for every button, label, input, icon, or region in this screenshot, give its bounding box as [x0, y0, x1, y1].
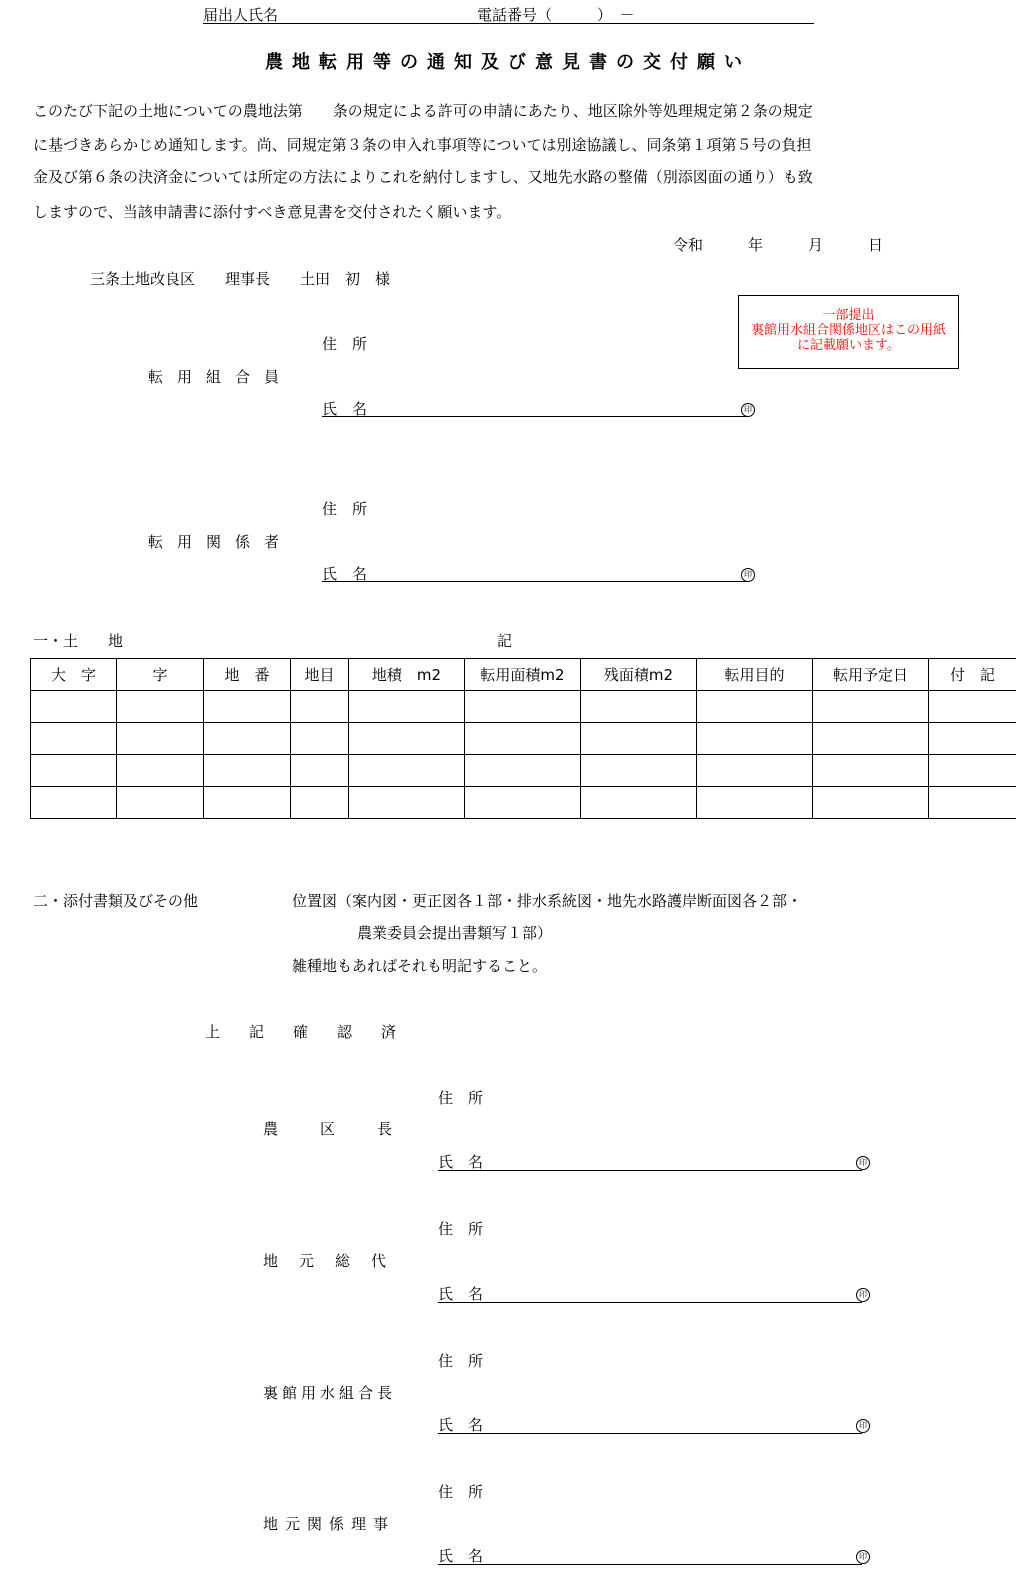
table-cell[interactable] — [929, 787, 1016, 819]
table-cell[interactable] — [291, 691, 349, 723]
seal-icon: 印 — [741, 568, 755, 582]
table-cell[interactable] — [204, 787, 291, 819]
table-cell[interactable] — [117, 755, 204, 787]
signer3-title: 裏館用水組合長 — [263, 1384, 397, 1402]
signer1-title: 農区長 — [263, 1120, 435, 1138]
table-header: 地積 m2 — [349, 659, 465, 691]
addressee: 三条土地改良区 理事長 土田 初 様 — [90, 270, 391, 288]
table-row — [31, 723, 1016, 755]
applicant-name-label: 届出人氏名 — [203, 6, 279, 24]
table-header: 地目 — [291, 659, 349, 691]
table-header: 地 番 — [204, 659, 291, 691]
table-header: 転用目的 — [697, 659, 813, 691]
convert-related-label: 転用関係者 — [148, 533, 294, 551]
table-cell[interactable] — [697, 755, 813, 787]
table-cell[interactable] — [117, 691, 204, 723]
table-cell[interactable] — [204, 723, 291, 755]
land-table — [30, 658, 1016, 819]
signer3-name-line — [438, 1433, 862, 1434]
signer4-name-label: 氏 名 — [438, 1547, 484, 1565]
table-cell[interactable] — [465, 691, 581, 723]
table-cell[interactable] — [291, 755, 349, 787]
signer2-title: 地元総代 — [263, 1252, 408, 1270]
table-cell[interactable] — [929, 755, 1016, 787]
signer4-address-label: 住 所 — [438, 1483, 484, 1501]
header-underline — [203, 23, 814, 24]
table-cell[interactable] — [813, 691, 929, 723]
notice-line-2: 裏館用水組合関係地区はこの用紙 — [750, 323, 946, 338]
signer4-title: 地元関係理事 — [263, 1515, 396, 1533]
table-cell[interactable] — [465, 755, 581, 787]
table-header: 大 字 — [31, 659, 117, 691]
convert-member-label: 転用組合員 — [148, 368, 294, 386]
page-title: 農地転用等の通知及び意見書の交付願い — [265, 52, 751, 73]
table-header-row — [31, 659, 1016, 691]
section2-line-3: 雑種地もあればそれも明記すること。 — [292, 957, 548, 975]
convert-member-name-label: 氏 名 — [322, 400, 368, 418]
convert-related-address-label: 住 所 — [322, 500, 368, 518]
body-line-4: しますので、当該申請書に添付すべき意見書を交付されたく願います。 — [33, 203, 512, 221]
notice-line-3: に記載願います。 — [797, 338, 900, 353]
signer3-name-label: 氏 名 — [438, 1416, 484, 1434]
signer1-name-line — [438, 1170, 862, 1171]
table-row — [31, 755, 1016, 787]
table-cell[interactable] — [204, 755, 291, 787]
table-header: 転用面積m2 — [465, 659, 581, 691]
table-cell[interactable] — [581, 691, 697, 723]
table-cell[interactable] — [929, 723, 1016, 755]
table-cell[interactable] — [465, 787, 581, 819]
table-cell[interactable] — [31, 787, 117, 819]
table-cell[interactable] — [581, 723, 697, 755]
seal-icon: 印 — [741, 403, 755, 417]
table-cell[interactable] — [291, 787, 349, 819]
signer3-address-label: 住 所 — [438, 1352, 484, 1370]
table-cell[interactable] — [349, 755, 465, 787]
table-cell[interactable] — [581, 787, 697, 819]
table-header: 字 — [117, 659, 204, 691]
section1-ki: 記 — [497, 632, 513, 650]
table-cell[interactable] — [813, 723, 929, 755]
table-cell[interactable] — [813, 787, 929, 819]
body-line-1: このたび下記の土地についての農地法第 条の規定による許可の申請にあたり、地区除外等処理規定第２条の規定 — [33, 102, 813, 120]
table-cell[interactable] — [697, 723, 813, 755]
table-cell[interactable] — [349, 723, 465, 755]
convert-member-address-label: 住 所 — [322, 335, 368, 353]
table-header: 残面積m2 — [581, 659, 697, 691]
table-cell[interactable] — [204, 691, 291, 723]
signer1-name-label: 氏 名 — [438, 1153, 484, 1171]
convert-related-name-label: 氏 名 — [322, 565, 368, 583]
body-line-3: 金及び第６条の決済金については所定の方法によりこれを納付しますし、又地先水路の整備（別添図面の通り）も致 — [33, 168, 813, 186]
table-cell[interactable] — [291, 723, 349, 755]
table-cell[interactable] — [117, 723, 204, 755]
table-header: 付 記 — [929, 659, 1016, 691]
table-cell[interactable] — [697, 787, 813, 819]
table-cell[interactable] — [31, 723, 117, 755]
table-header: 転用予定日 — [813, 659, 929, 691]
table-cell[interactable] — [813, 755, 929, 787]
table-cell[interactable] — [929, 691, 1016, 723]
signer2-address-label: 住 所 — [438, 1220, 484, 1238]
convert-member-name-line — [322, 416, 747, 417]
confirm-label: 上記確認済 — [205, 1023, 426, 1041]
section2-label: 二・添付書類及びその他 — [33, 892, 199, 910]
table-cell[interactable] — [349, 787, 465, 819]
section2-line-1: 位置図（案内図・更正図各１部・排水系統図・地先水路護岸断面図各２部・ — [292, 892, 803, 910]
section2-line-2: 農業委員会提出書類写１部） — [357, 924, 553, 942]
table-cell[interactable] — [31, 691, 117, 723]
table-cell[interactable] — [581, 755, 697, 787]
table-row — [31, 787, 1016, 819]
seal-icon: 印 — [856, 1156, 870, 1170]
seal-icon: 印 — [856, 1288, 870, 1302]
seal-icon: 印 — [856, 1550, 870, 1564]
signer2-name-label: 氏 名 — [438, 1285, 484, 1303]
table-cell[interactable] — [465, 723, 581, 755]
seal-icon: 印 — [856, 1419, 870, 1433]
table-cell[interactable] — [117, 787, 204, 819]
notice-box — [738, 295, 959, 369]
date-line: 令和 年 月 日 — [673, 236, 884, 254]
table-cell[interactable] — [349, 691, 465, 723]
signer4-name-line — [438, 1564, 862, 1565]
signer1-address-label: 住 所 — [438, 1089, 484, 1107]
body-line-2: に基づきあらかじめ通知します。尚、同規定第３条の申入れ事項等については別途協議し、同条第１項第５号の負担 — [33, 136, 812, 154]
table-cell[interactable] — [697, 691, 813, 723]
table-row — [31, 691, 1016, 723]
signer2-name-line — [438, 1302, 862, 1303]
convert-related-name-line — [322, 581, 747, 582]
phone-number-label: 電話番号（ ） － — [477, 6, 635, 24]
notice-line-1: 一部提出 — [822, 308, 875, 323]
table-cell[interactable] — [31, 755, 117, 787]
section1-label: 一・土 地 — [33, 632, 124, 650]
